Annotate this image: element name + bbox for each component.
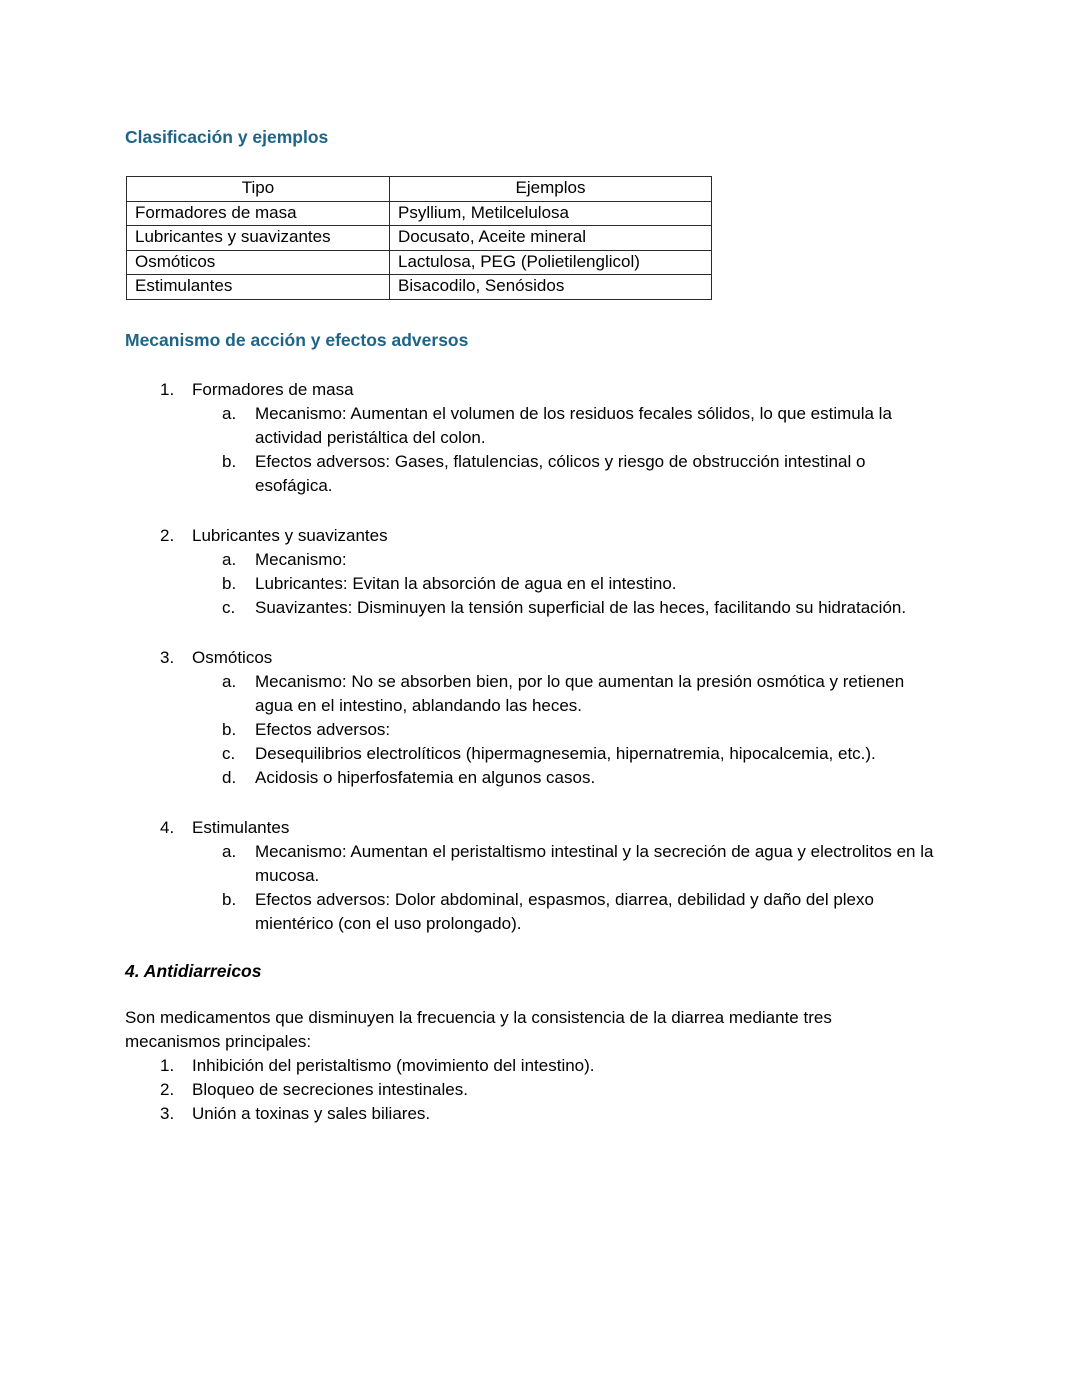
cell-ejemplos: Docusato, Aceite mineral xyxy=(390,226,712,251)
table-header-row xyxy=(127,177,712,202)
cell-ejemplos: Psyllium, Metilcelulosa xyxy=(390,201,712,226)
table-row xyxy=(127,275,712,300)
sub-item-letter: b. xyxy=(222,451,237,471)
sub-item-letter: a. xyxy=(222,403,237,423)
list-item-osmoticos xyxy=(160,646,955,790)
sub-item-text: Acidosis o hiperfosfatemia en algunos casos. xyxy=(255,767,596,787)
sub-item-letter: d. xyxy=(222,767,237,787)
list-number: 4. xyxy=(160,817,175,837)
cell-tipo: Formadores de masa xyxy=(127,201,390,226)
list-item-title: Estimulantes xyxy=(192,817,290,837)
sub-item xyxy=(222,840,955,888)
table-row xyxy=(127,201,712,226)
sub-item-text: Desequilibrios electrolíticos (hipermagnesemia, hipernatremia, hipocalcemia, etc.). xyxy=(255,743,876,763)
list-number: 2. xyxy=(160,525,175,545)
cell-tipo: Estimulantes xyxy=(127,275,390,300)
sub-item-letter: b. xyxy=(222,719,237,739)
sub-item-letter: b. xyxy=(222,573,237,593)
list-item-title: Formadores de masa xyxy=(192,379,354,399)
table-row xyxy=(127,226,712,251)
sub-item-text: Mecanismo: Aumentan el volumen de los residuos fecales sólidos, lo que estimula la actividad peristáltica del colon. xyxy=(255,403,892,447)
classification-table xyxy=(126,176,712,300)
cell-ejemplos: Bisacodilo, Senósidos xyxy=(390,275,712,300)
list-number: 2. xyxy=(160,1079,175,1099)
sub-item xyxy=(222,718,955,742)
antidiarrheals-intro: Son medicamentos que disminuyen la frecuencia y la consistencia de la diarrea mediante tres mecanismos principales: xyxy=(125,1007,832,1051)
cell-tipo: Lubricantes y suavizantes xyxy=(127,226,390,251)
list-item-body xyxy=(192,646,955,790)
list-item-body xyxy=(192,524,955,620)
sub-item xyxy=(222,670,955,718)
list-item-title: Osmóticos xyxy=(192,647,273,667)
sub-item-letter: a. xyxy=(222,841,237,861)
sub-item xyxy=(222,742,955,766)
table-header-tipo: Tipo xyxy=(127,177,390,202)
sub-item-text: Mecanismo: xyxy=(255,549,347,569)
list-item xyxy=(160,1078,955,1102)
list-item-formadores xyxy=(160,378,955,498)
sub-item-text: Mecanismo: No se absorben bien, por lo que aumentan la presión osmótica y retienen agua en el intestino, ablandando las heces. xyxy=(255,671,905,715)
sub-item-letter: c. xyxy=(222,743,236,763)
list-number: 1. xyxy=(160,1055,175,1075)
sub-item-text: Lubricantes: Evitan la absorción de agua en el intestino. xyxy=(255,573,677,593)
sub-item-text: Efectos adversos: xyxy=(255,719,391,739)
table-header-ejemplos: Ejemplos xyxy=(390,177,712,202)
sub-item-text: Efectos adversos: Dolor abdominal, espasmos, diarrea, debilidad y daño del plexo mientérico (con el uso prolongado). xyxy=(255,889,874,933)
list-item-text: Inhibición del peristaltismo (movimiento del intestino). xyxy=(192,1055,595,1075)
sub-item-text: Suavizantes: Disminuyen la tensión superficial de las heces, facilitando su hidratación. xyxy=(255,597,907,617)
list-item-estimulantes xyxy=(160,816,955,936)
sub-item xyxy=(222,766,955,790)
section-heading-classification: Clasificación y ejemplos xyxy=(125,127,329,147)
sub-item xyxy=(222,888,955,936)
list-item-text: Unión a toxinas y sales biliares. xyxy=(192,1103,431,1123)
list-number: 3. xyxy=(160,1103,175,1123)
list-item-body xyxy=(192,816,955,936)
section-heading-antidiarrheals: 4. Antidiarreicos xyxy=(125,960,262,981)
sub-item-letter: b. xyxy=(222,889,237,909)
section-heading-mechanism: Mecanismo de acción y efectos adversos xyxy=(125,329,469,350)
sub-item xyxy=(222,402,955,450)
list-number: 1. xyxy=(160,379,175,399)
list-item-title: Lubricantes y suavizantes xyxy=(192,525,388,545)
sub-item-letter: a. xyxy=(222,549,237,569)
list-item xyxy=(160,1054,955,1078)
sub-item xyxy=(222,572,955,596)
cell-ejemplos: Lactulosa, PEG (Polietilenglicol) xyxy=(390,250,712,275)
sub-item xyxy=(222,548,955,572)
sub-item-letter: c. xyxy=(222,597,236,617)
list-item xyxy=(160,1102,955,1126)
list-number: 3. xyxy=(160,647,175,667)
list-item-text: Bloqueo de secreciones intestinales. xyxy=(192,1079,468,1099)
cell-tipo: Osmóticos xyxy=(127,250,390,275)
table-row xyxy=(127,250,712,275)
sub-item xyxy=(222,596,955,620)
list-item-lubricantes xyxy=(160,524,955,620)
sub-item-letter: a. xyxy=(222,671,237,691)
sub-item xyxy=(222,450,955,498)
sub-item-text: Mecanismo: Aumentan el peristaltismo intestinal y la secreción de agua y electrolitos en la mucosa. xyxy=(255,841,934,885)
list-item-body xyxy=(192,378,955,498)
sub-item-text: Efectos adversos: Gases, flatulencias, cólicos y riesgo de obstrucción intestinal o esofágica. xyxy=(255,451,866,495)
